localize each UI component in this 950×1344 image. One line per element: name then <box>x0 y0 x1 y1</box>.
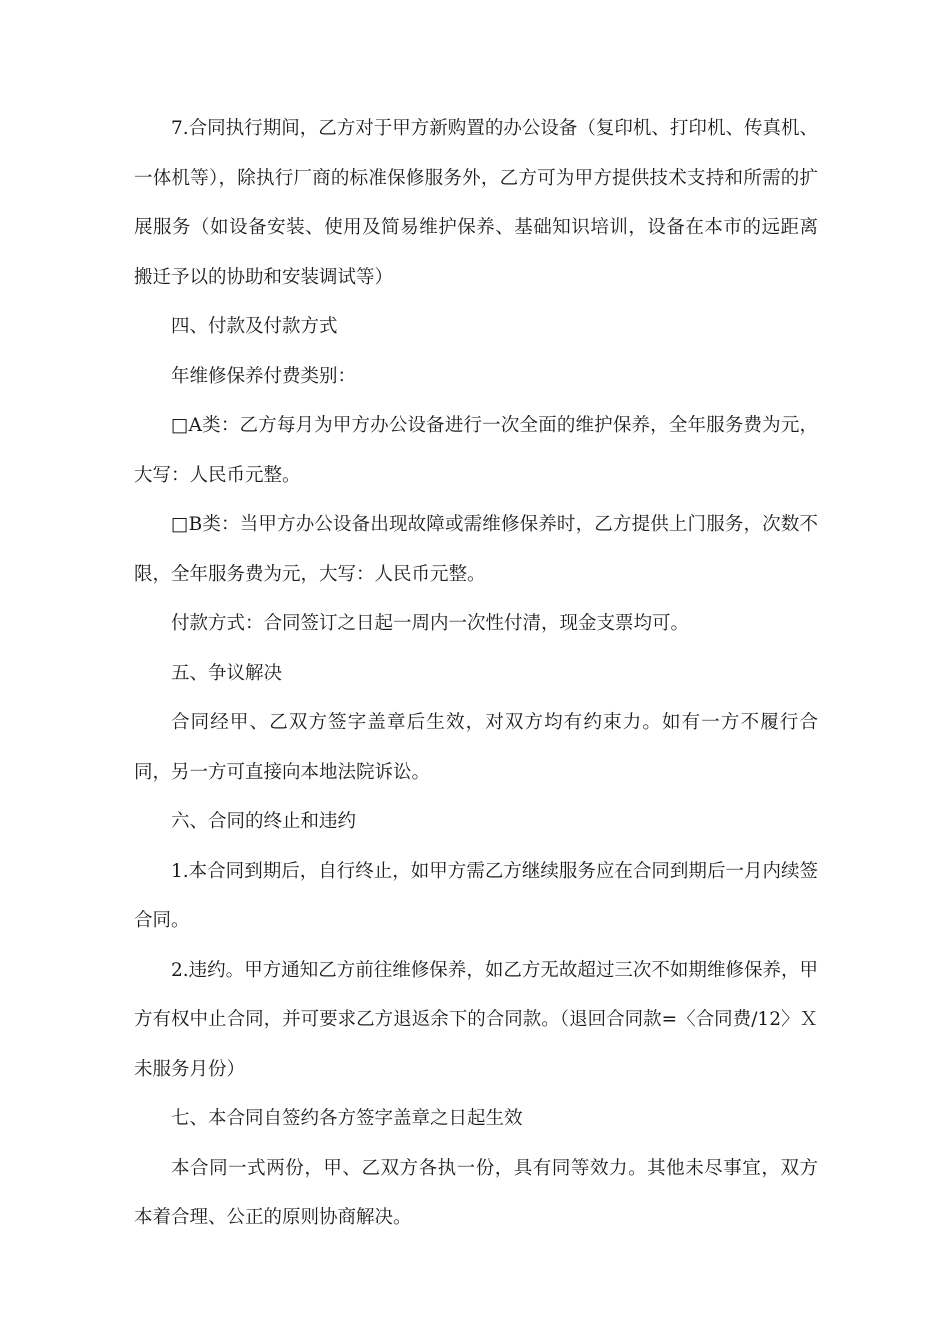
clause-7-tech-support: 7.合同执行期间，乙方对于甲方新购置的办公设备（复印机、打印机、传真机、一体机等），除执行厂商的标准保修服务外，乙方可为甲方提供技术支持和所需的扩展服务（如设备安装、使用及简易维护保养、基础知识培训，设备在本市的远距离搬迁予以的协助和安装调试等） <box>134 118 818 288</box>
payment-option-a: □A类：乙方每月为甲方办公设备进行一次全面的维护保养，全年服务费为元，大写：人民币元整。 <box>134 415 818 486</box>
termination-clause-1: 1.本合同到期后，自行终止，如甲方需乙方继续服务应在合同到期后一月内续签合同。 <box>134 860 818 931</box>
payment-method: 付款方式：合同签订之日起一周内一次性付清，现金支票均可。 <box>171 613 690 634</box>
section-heading-effective: 七、本合同自签约各方签字盖章之日起生效 <box>171 1108 523 1129</box>
document-body <box>134 104 818 1243</box>
payment-category-label: 年维修保养付费类别： <box>171 365 357 387</box>
payment-option-b: □B类：当甲方办公设备出现故障或需维修保养时，乙方提供上门服务，次数不限，全年服务费为元，大写：人民币元整。 <box>134 514 818 585</box>
section-heading-termination: 六、合同的终止和违约 <box>171 811 357 832</box>
section-heading-payment: 四、付款及付款方式 <box>171 316 338 337</box>
section-heading-dispute: 五、争议解决 <box>171 662 283 684</box>
termination-clause-2: 2.违约。甲方通知乙方前往维修保养，如乙方无故超过三次不如期维修保养，甲方有权中止合同，并可要求乙方退返余下的合同款。（退回合同款=〈合同费/12〉Ｘ未服务月份） <box>134 959 818 1080</box>
copies-clause: 本合同一式两份，甲、乙双方各执一份，具有同等效力。其他未尽事宜，双方本着合理、公正的原则协商解决。 <box>134 1157 818 1228</box>
dispute-clause: 合同经甲、乙双方签字盖章后生效，对双方均有约束力。如有一方不履行合同，另一方可直接向本地法院诉讼。 <box>134 712 818 783</box>
